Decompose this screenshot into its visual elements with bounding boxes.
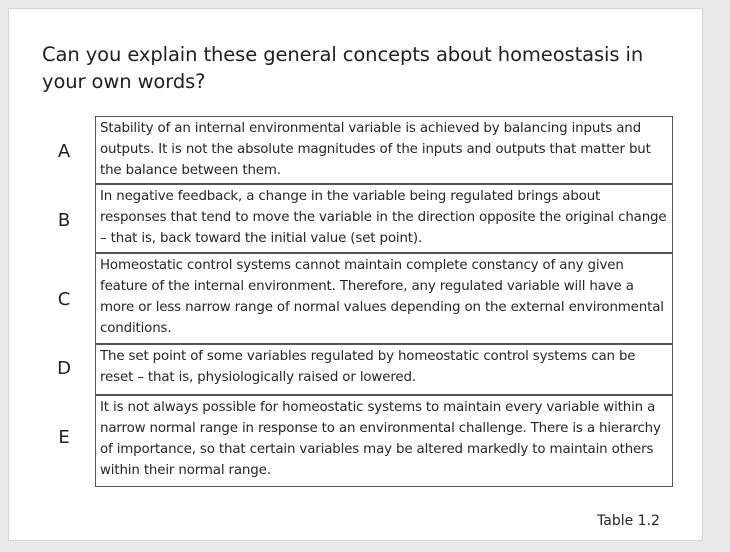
row-letter-b: B (57, 210, 71, 231)
row-letter-a: A (57, 141, 71, 162)
table-caption: Table 1.2 (597, 513, 660, 529)
concept-cell-d: The set point of some variables regulated by homeostatic control systems can be reset – that is, physiologically raised or lowered. (95, 344, 673, 395)
concept-cell-c: Homeostatic control systems cannot maintain complete constancy of any given feature of the internal environment. Therefore, any regulated variable will have a more or less narrow range of normal values depending on the external environmental conditions. (95, 253, 673, 344)
row-letter-d: D (57, 358, 71, 379)
concept-cell-e: It is not always possible for homeostatic systems to maintain every variable within a narrow normal range in response to an environmental challenge. There is a hierarchy of importance, so that certain variables may be altered markedly to maintain others within their normal range. (95, 395, 673, 487)
row-letter-e: E (58, 427, 70, 448)
concept-cell-a: Stability of an internal environmental variable is achieved by balancing inputs and outputs. It is not the absolute magnitudes of the inputs and outputs that matter but the balance between them. (95, 116, 673, 184)
slide-title: Can you explain these general concepts about homeostasis in your own words? (42, 43, 644, 93)
slide (8, 8, 703, 541)
concept-cell-b: In negative feedback, a change in the variable being regulated brings about responses that tend to move the variable in the direction opposite the original change – that is, back toward the initial value (set point). (95, 184, 673, 253)
row-letter-c: C (57, 289, 71, 310)
